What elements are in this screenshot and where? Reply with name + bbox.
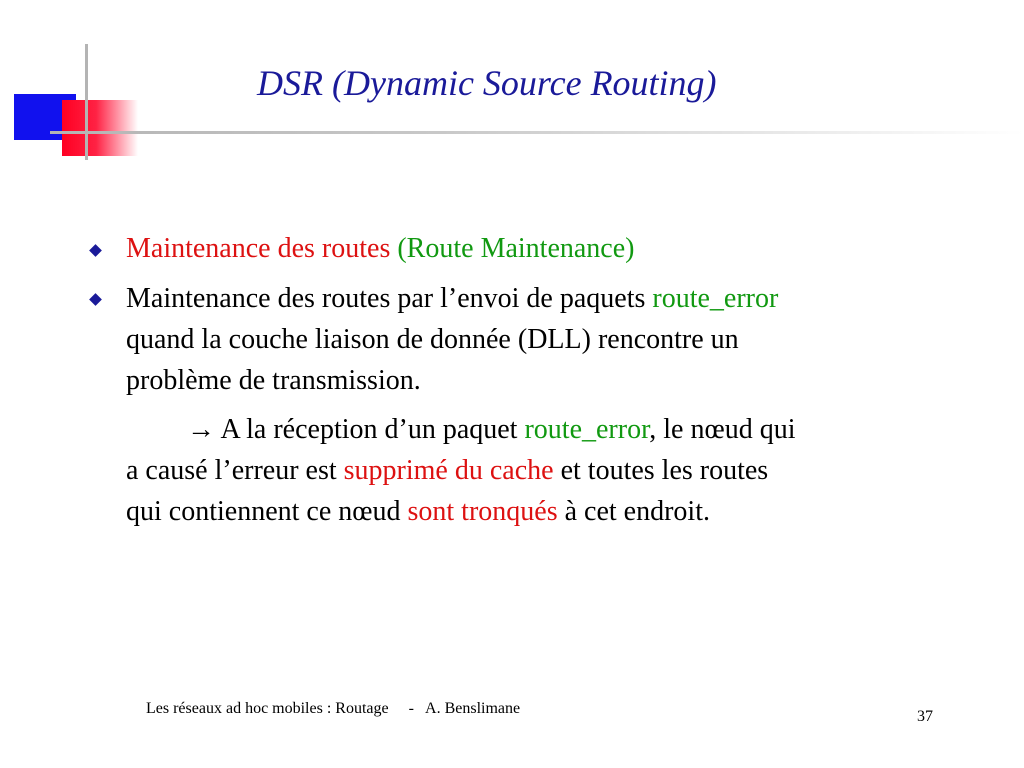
continuation-line-2-text: a causé l’erreur est bbox=[126, 455, 344, 486]
bullet-icon bbox=[89, 244, 102, 257]
bullet-2-line-1-text: Maintenance des routes par l’envoi de paquets bbox=[126, 283, 653, 314]
decorative-red-square bbox=[62, 100, 138, 156]
route-error-term: route_error bbox=[652, 283, 779, 314]
arrow-icon: → bbox=[187, 414, 215, 445]
continuation-line-2 bbox=[126, 455, 768, 487]
decorative-vertical-line bbox=[85, 44, 88, 160]
continuation-line-1-end: , le nœud qui bbox=[649, 414, 796, 445]
page-number: 37 bbox=[917, 708, 933, 725]
continuation-line-1-text: A la réception d’un paquet bbox=[215, 414, 525, 445]
slide-title: DSR (Dynamic Source Routing) bbox=[257, 63, 717, 103]
continuation-line-3-end: à cet endroit. bbox=[557, 496, 710, 527]
bullet-1-highlight: Maintenance des routes bbox=[126, 233, 391, 264]
continuation-line-1 bbox=[187, 414, 796, 446]
bullet-1-text bbox=[126, 233, 634, 265]
bullet-2-line-2: quand la couche liaison de donnée (DLL) rencontre un bbox=[126, 324, 739, 355]
bullet-2-line-1 bbox=[126, 283, 778, 315]
slide-footer: Les réseaux ad hoc mobiles : Routage - A. Benslimane bbox=[146, 700, 521, 717]
removed-from-cache-term: supprimé du cache bbox=[343, 455, 554, 486]
continuation-line-2-end: et toutes les routes bbox=[553, 455, 769, 486]
truncated-term: sont tronqués bbox=[407, 496, 558, 527]
bullet-1-english-term: (Route Maintenance) bbox=[390, 233, 635, 264]
bullet-2-line-3: problème de transmission. bbox=[126, 365, 421, 396]
continuation-line-3-text: qui contiennent ce nœud bbox=[126, 496, 408, 527]
bullet-icon bbox=[89, 293, 102, 306]
route-error-term: route_error bbox=[524, 414, 650, 445]
continuation-line-3 bbox=[126, 496, 710, 528]
decorative-horizontal-line bbox=[50, 131, 1024, 134]
